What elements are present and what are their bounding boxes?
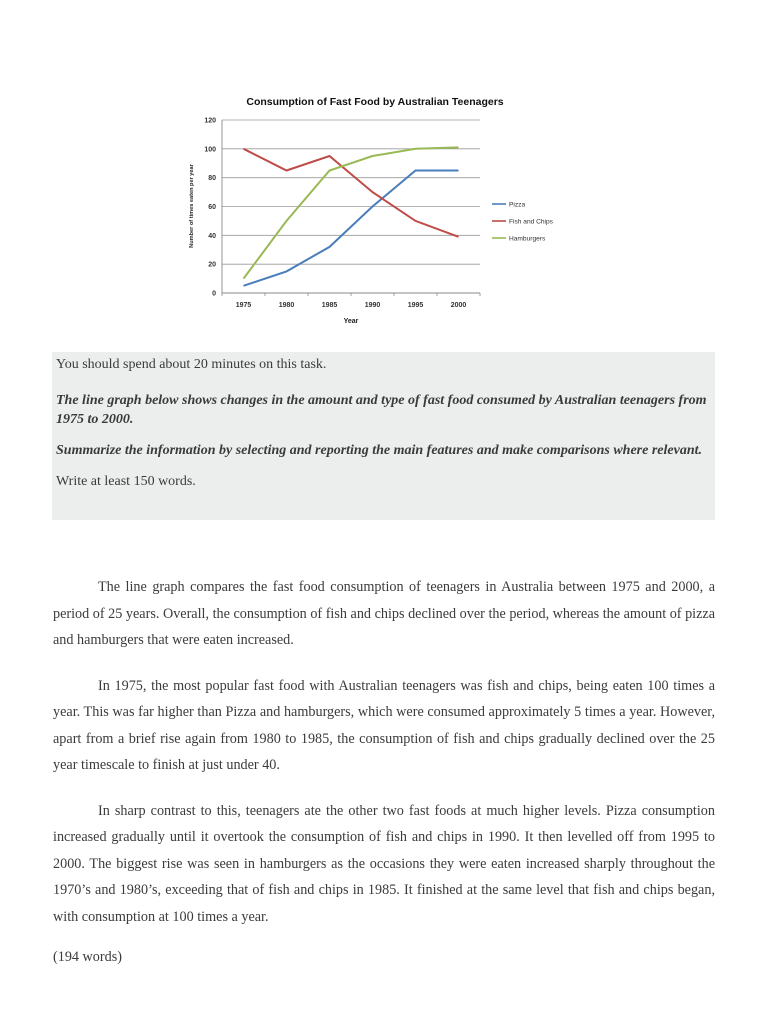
- y-tick-label: 0: [212, 290, 216, 298]
- essay-paragraph-1: The line graph compares the fast food consumption of teenagers in Australia between 1975 and 2000, a period of 25 years. Overall, the consumption of fish and chips declined over the period, whereas the amount of pizza and hamburgers that were eaten increased.: [53, 579, 715, 648]
- y-tick-label: 80: [208, 175, 216, 183]
- task-word-requirement: Write at least 150 words.: [56, 474, 196, 489]
- task-box: [52, 352, 715, 520]
- chart-legend: [492, 202, 554, 243]
- series-line-fish-and-chips: [244, 149, 459, 237]
- task-prompt-instruction: Summarize the information by selecting and reporting the main features and make comparisons where relevant.: [56, 443, 702, 458]
- task-intro: You should spend about 20 minutes on this task.: [56, 357, 327, 372]
- essay: [53, 574, 715, 990]
- essay-word-count: (194 words): [53, 949, 122, 965]
- task-prompt-description: The line graph below shows changes in the amount and type of fast food consumed by Australian teenagers from 1975 to 2000.: [56, 393, 707, 427]
- chart-axes: [204, 118, 480, 310]
- essay-paragraph-3: In sharp contrast to this, teenagers ate the other two fast foods at much higher levels. Pizza consumption increased gradually until it overtook the consumption of fish and chips in 1990. It then levelled off from 1995 to 2000. The biggest rise was seen in hamburgers as the occasions they were eaten increased sharply throughout the 1970’s and 1980’s, exceeding that of fish and chips in 1985. It finished at the same level that fish and chips began, with consumption at 100 times a year.: [53, 802, 715, 925]
- legend-label: Fish and Chips: [509, 218, 553, 226]
- y-tick-label: 60: [208, 204, 216, 211]
- x-tick-label: 1985: [321, 302, 338, 309]
- x-tick-label: 1990: [364, 302, 381, 309]
- chart-grid: [222, 120, 480, 264]
- essay-paragraph-2: In 1975, the most popular fast food with Australian teenagers was fish and chips, being eaten 100 times a year. This was far higher than Pizza and hamburgers, which were consumed approximately 5 times a year. However, apart from a brief rise again from 1980 to 1985, the consumption of fish and chips gradually declined over the 25 year timescale to finish at just under 40.: [53, 677, 715, 773]
- y-tick-label: 40: [208, 232, 216, 240]
- y-tick-label: 120: [204, 117, 216, 125]
- x-tick-label: 1980: [278, 302, 295, 309]
- series-line-hamburgers: [244, 147, 459, 278]
- line-chart: [180, 88, 600, 338]
- series-line-pizza: [244, 171, 459, 286]
- x-tick-label: 1995: [407, 302, 424, 309]
- y-tick-label: 100: [204, 146, 216, 154]
- chart-svg: [180, 88, 600, 338]
- x-tick-label: 2000: [450, 302, 467, 309]
- legend-label: Hamburgers: [509, 235, 546, 243]
- chart-title: Consumption of Fast Food by Australian Teenagers: [246, 96, 504, 108]
- chart-series: [244, 147, 459, 285]
- x-tick-label: 1975: [235, 302, 252, 309]
- chart-x-axis-label: Year: [343, 318, 359, 325]
- legend-label: Pizza: [509, 201, 526, 209]
- chart-y-axis-label: Number of times eaten per year: [189, 164, 195, 248]
- y-tick-label: 20: [208, 261, 216, 269]
